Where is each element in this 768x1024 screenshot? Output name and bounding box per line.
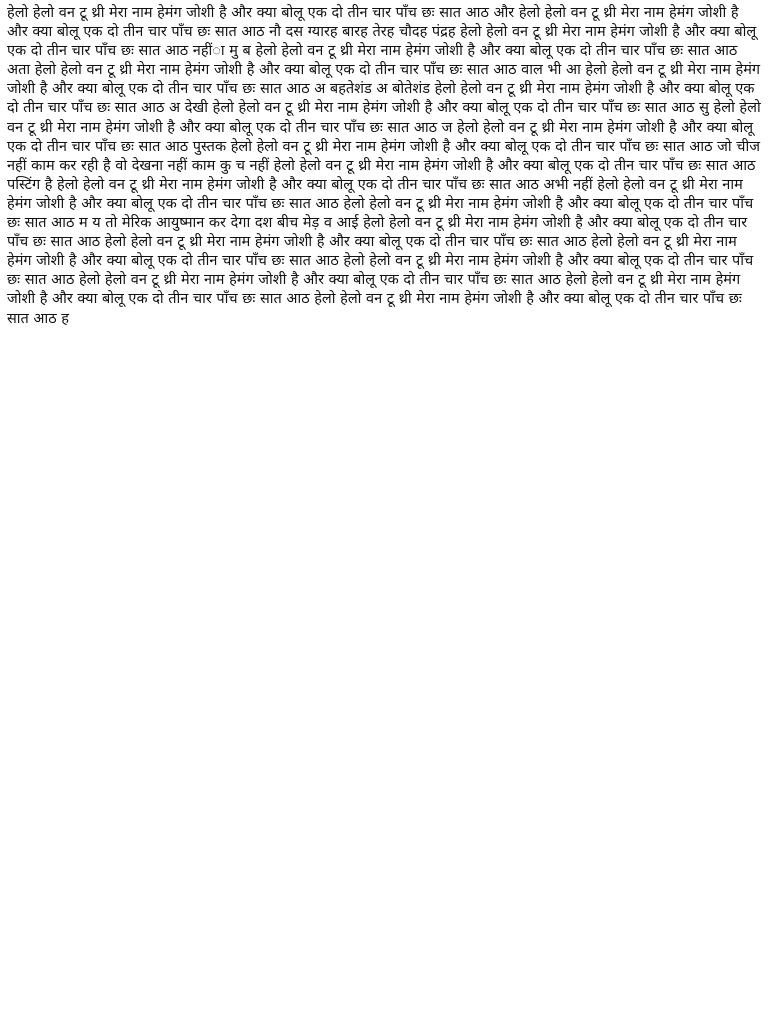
body-paragraph: हेलो हेलो वन टू थ्री मेरा नाम हेमंग जोशी है और क्या बोलू एक दो तीन चार पाँच छः सात आठ और हेलो हेलो वन टू थ्री मेरा नाम हेमंग जोशी है और क्या बोलू एक दो तीन चार पाँच छः सात आठ नौ दस ग्यारह बारह तेरह चौदह पंद्रह हेलो हेलो वन टू थ्री मेरा नाम हेमंग जोशी है और क्या बोलू एक दो तीन चार पाँच छः सात आठ नहींा मु ब हेलो हेलो वन टू थ्री मेरा नाम हेमंग जोशी है और क्या बोलू एक दो तीन चार पाँच छः सात आठ अता हेलो हेलो वन टू थ्री मेरा नाम हेमंग जोशी है और क्या बोलू एक दो तीन चार पाँच छः सात आठ वाल भी आ हेलो हेलो वन टू थ्री मेरा नाम हेमंग जोशी है और क्या बोलू एक दो तीन चार पाँच छः सात आठ अ बहतेशंड अ बोतेशंड हेलो हेलो वन टू थ्री मेरा नाम हेमंग जोशी है और क्या बोलू एक दो तीन चार पाँच छः सात आठ अ देखी हेलो हेलो वन टू थ्री मेरा नाम हेमंग जोशी है और क्या बोलू एक दो तीन चार पाँच छः सात आठ सु हेलो हेलो वन टू थ्री मेरा नाम हेमंग जोशी है और क्या बोलू एक दो तीन चार पाँच छः सात आठ ज हेलो हेलो वन टू थ्री मेरा नाम हेमंग जोशी है और क्या बोलू एक दो तीन चार पाँच छः सात आठ पुस्तक हेलो हेलो वन टू थ्री मेरा नाम हेमंग जोशी है और क्या बोलू एक दो तीन चार पाँच छः सात आठ जो चीज नहीं काम कर रही है वो देखना नहीं काम कु च नहीं हेलो हेलो वन टू थ्री मेरा नाम हेमंग जोशी है और क्या बोलू एक दो तीन चार पाँच छः सात आठ पस्टिंग है हेलो हेलो वन टू थ्री मेरा नाम हेमंग जोशी है और क्या बोलू एक दो तीन चार पाँच छः सात आठ अभी नहीं हेलो हेलो वन टू थ्री मेरा नाम हेमंग जोशी है और क्या बोलू एक दो तीन चार पाँच छः सात आठ हेलो हेलो वन टू थ्री मेरा नाम हेमंग जोशी है और क्या बोलू एक दो तीन चार पाँच छः सात आठ म य तो मेरिक आयुष्मान कर देगा दश बीच मेड़ व आई हेलो हेलो वन टू थ्री मेरा नाम हेमंग जोशी है और क्या बोलू एक दो तीन चार पाँच छः सात आठ हेलो हेलो वन टू थ्री मेरा नाम हेमंग जोशी है और क्या बोलू एक दो तीन चार पाँच छः सात आठ हेलो हेलो वन टू थ्री मेरा नाम हेमंग जोशी है और क्या बोलू एक दो तीन चार पाँच छः सात आठ हेलो हेलो वन टू थ्री मेरा नाम हेमंग जोशी है और क्या बोलू एक दो तीन चार पाँच छः सात आठ हेलो हेलो वन टू थ्री मेरा नाम हेमंग जोशी है और क्या बोलू एक दो तीन चार पाँच छः सात आठ हेलो हेलो वन टू थ्री मेरा नाम हेमंग जोशी है और क्या बोलू एक दो तीन चार पाँच छः सात आठ हेलो हेलो वन टू थ्री मेरा नाम हेमंग जोशी है और क्या बोलू एक दो तीन चार पाँच छः सात आठ ह — [7, 5, 761, 327]
